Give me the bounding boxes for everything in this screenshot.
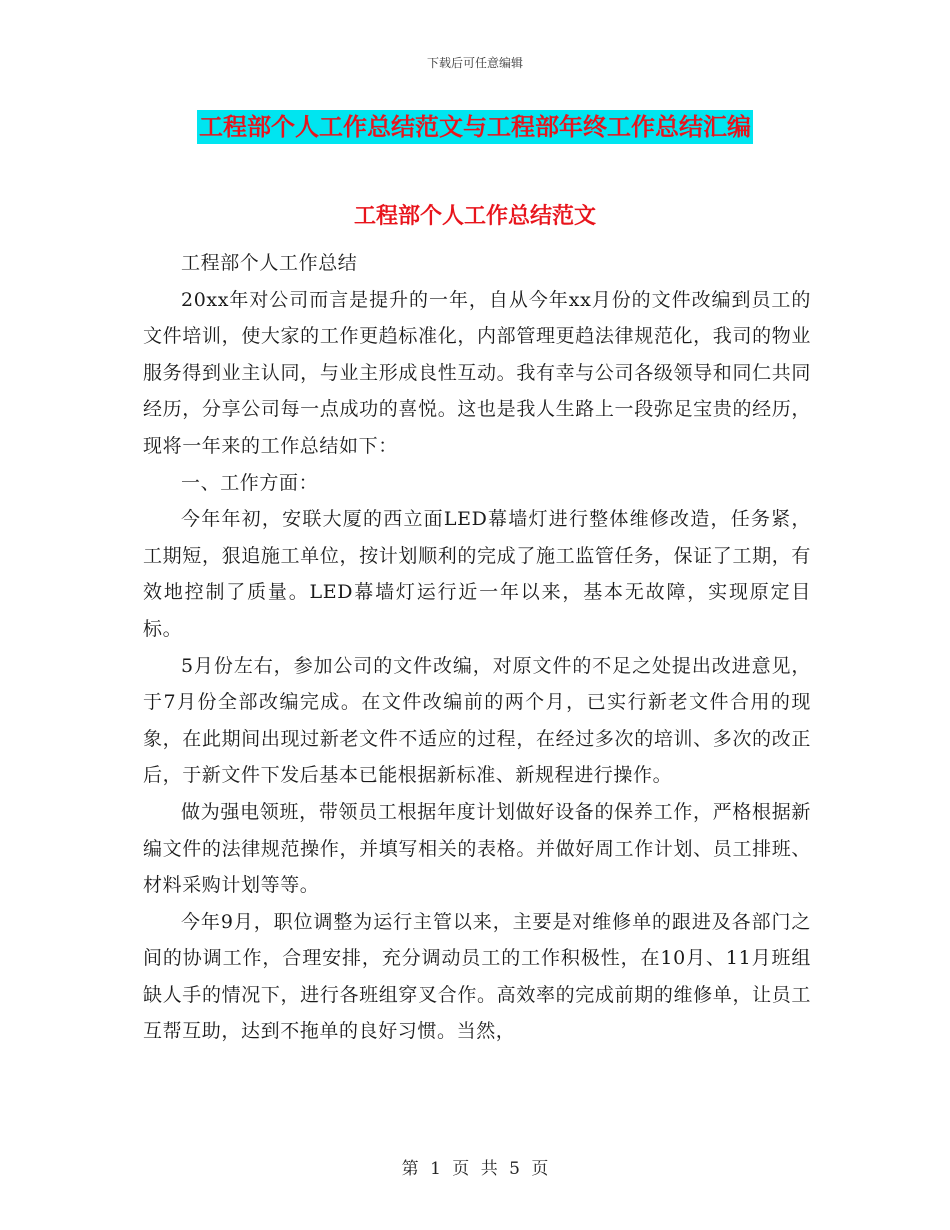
document-body [143, 221, 811, 1050]
main-title-container [0, 110, 950, 144]
paragraph: 今年年初，安联大厦的西立面LED幕墙灯进行整体维修改造，任务紧，工期短，狠追施工单位，按计划顺利的完成了施工监管任务，保证了工期，有效地控制了质量。LED幕墙灯运行近一年以来，基本无故障，实现原定目标。 [143, 508, 811, 640]
paragraph-section-heading: 一、工作方面： [181, 471, 319, 494]
paragraph: 20xx年对公司而言是提升的一年，自从今年xx月份的文件改编到员工的文件培训，使大家的工作更趋标准化，内部管理更趋法律规范化，我司的物业服务得到业主认同，与业主形成良性互动。我有幸与公司各级领导和同仁共同经历，分享公司每一点成功的喜悦。这也是我人生路上一段弥足宝贵的经历，现将一年来的工作总结如下： [143, 288, 811, 457]
paragraph-heading: 工程部个人工作总结 [181, 252, 358, 274]
page-number-footer: 第 1 页 共 5 页 [401, 1159, 549, 1179]
main-title: 工程部个人工作总结范文与工程部年终工作总结汇编 [197, 110, 753, 144]
section-title: 工程部个人工作总结范文 [353, 204, 596, 229]
header-note: 下载后可任意编辑 [426, 56, 523, 70]
paragraph: 5月份左右，参加公司的文件改编，对原文件的不足之处提出改进意见，于7月份全部改编完成。在文件改编前的两个月，已实行新老文件合用的现象，在此期间出现过新老文件不适应的过程，在经过多次的培训、多次的改正后，于新文件下发后基本已能根据新标准、新规程进行操作。 [143, 654, 811, 787]
paragraph: 今年9月，职位调整为运行主管以来，主要是对维修单的跟进及各部门之间的协调工作，合理安排，充分调动员工的工作积极性，在10月、11月班组缺人手的情况下，进行各班组穿叉合作。高效率的完成前期的维修单，让员工互帮互助，达到不拖单的良好习惯。当然， [143, 910, 811, 1043]
paragraph: 做为强电领班，带领员工根据年度计划做好设备的保养工作，严格根据新编文件的法律规范操作，并填写相关的表格。并做好周工作计划、员工排班、材料采购计划等等。 [143, 800, 811, 897]
